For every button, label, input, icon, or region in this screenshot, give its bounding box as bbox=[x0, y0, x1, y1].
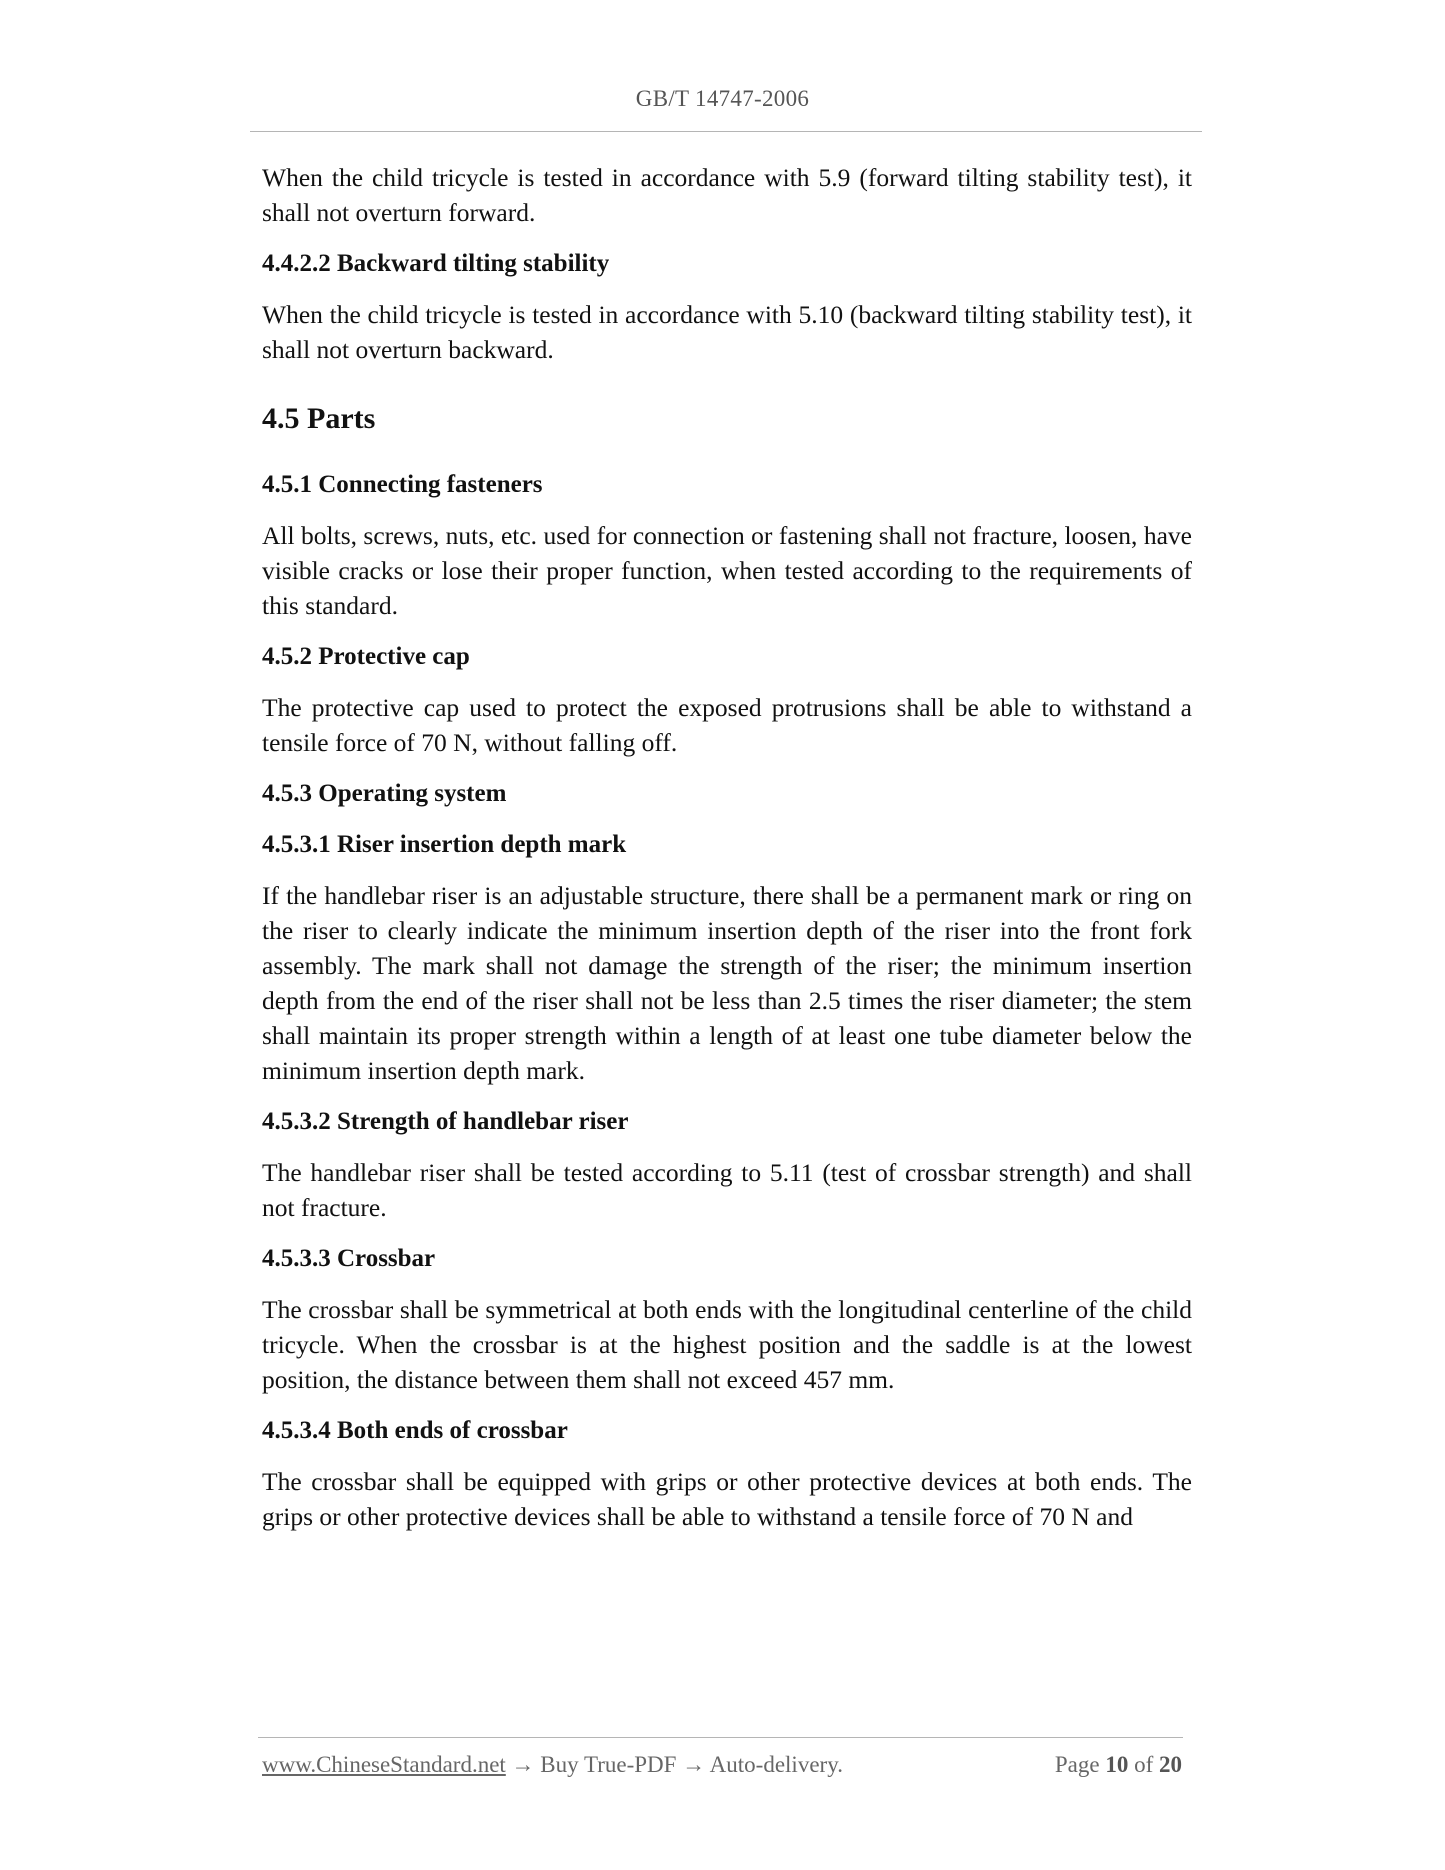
heading-4-4-2-2: 4.4.2.2 Backward tilting stability bbox=[262, 250, 610, 277]
paragraph-forward-tilting: When the child tricycle is tested in accordance with 5.9 (forward tilting stability test), it shall not overturn forward. bbox=[262, 163, 1192, 227]
buy-pdf-text: Buy True-PDF bbox=[540, 1752, 677, 1777]
paragraph-riser-insertion: If the handlebar riser is an adjustable structure, there shall be a permanent mark or ring on the riser to clearly indicate the minimum insertion depth of the riser into the front fork assembly. The mark shall not damage the strength of the riser; the minimum insertion depth from the end of the riser shall not be less than 2.5 times the riser diameter; the stem shall maintain its proper strength within a length of at least one tube diameter below the minimum insertion depth mark. bbox=[262, 881, 1192, 1085]
paragraph-crossbar-ends: The crossbar shall be equipped with grips or other protective devices at both ends. The grips or other protective devices shall be able to withstand a tensile force of 70 N and bbox=[262, 1467, 1192, 1531]
heading-4-5-3-2: 4.5.3.2 Strength of handlebar riser bbox=[262, 1108, 629, 1135]
header-divider bbox=[250, 131, 1202, 132]
page-label: Page bbox=[1054, 1752, 1100, 1777]
paragraph-backward-tilting: When the child tricycle is tested in accordance with 5.10 (backward tilting stability test), it shall not overturn backward. bbox=[262, 300, 1192, 364]
page-number: 10 bbox=[1105, 1752, 1129, 1777]
heading-4-5-parts: 4.5 Parts bbox=[262, 402, 376, 435]
heading-4-5-3-4: 4.5.3.4 Both ends of crossbar bbox=[262, 1417, 568, 1444]
page-total: 20 bbox=[1159, 1752, 1182, 1777]
footer-divider bbox=[258, 1737, 1183, 1738]
heading-4-5-1: 4.5.1 Connecting fasteners bbox=[262, 471, 543, 498]
footer-links bbox=[262, 1752, 843, 1778]
heading-4-5-3: 4.5.3 Operating system bbox=[262, 780, 507, 807]
site-link[interactable]: www.ChineseStandard.net bbox=[262, 1752, 506, 1777]
document-id-header: GB/T 14747-2006 bbox=[635, 86, 810, 111]
paragraph-protective-cap: The protective cap used to protect the exposed protrusions shall be able to withstand a tensile force of 70 N, without falling off. bbox=[262, 693, 1192, 757]
paragraph-handlebar-strength: The handlebar riser shall be tested according to 5.11 (test of crossbar strength) and shall not fracture. bbox=[262, 1158, 1192, 1222]
heading-4-5-3-1: 4.5.3.1 Riser insertion depth mark bbox=[262, 831, 627, 858]
of-label: of bbox=[1134, 1752, 1154, 1777]
page-indicator bbox=[1055, 1752, 1182, 1778]
heading-4-5-3-3: 4.5.3.3 Crossbar bbox=[262, 1245, 436, 1272]
arrow-right-icon: → bbox=[682, 1752, 706, 1777]
page-content bbox=[262, 160, 1192, 1534]
heading-4-5-2: 4.5.2 Protective cap bbox=[262, 643, 470, 670]
paragraph-connecting-fasteners: All bolts, screws, nuts, etc. used for connection or fastening shall not fracture, loosen, have visible cracks or lose their proper function, when tested according to the requirements of this standard. bbox=[262, 521, 1192, 620]
arrow-right-icon: → bbox=[511, 1752, 535, 1777]
paragraph-crossbar: The crossbar shall be symmetrical at both ends with the longitudinal centerline of the child tricycle. When the crossbar is at the highest position and the saddle is at the lowest position, the distance between them shall not exceed 457 mm. bbox=[262, 1295, 1192, 1394]
auto-delivery-text: Auto-delivery. bbox=[709, 1752, 843, 1777]
